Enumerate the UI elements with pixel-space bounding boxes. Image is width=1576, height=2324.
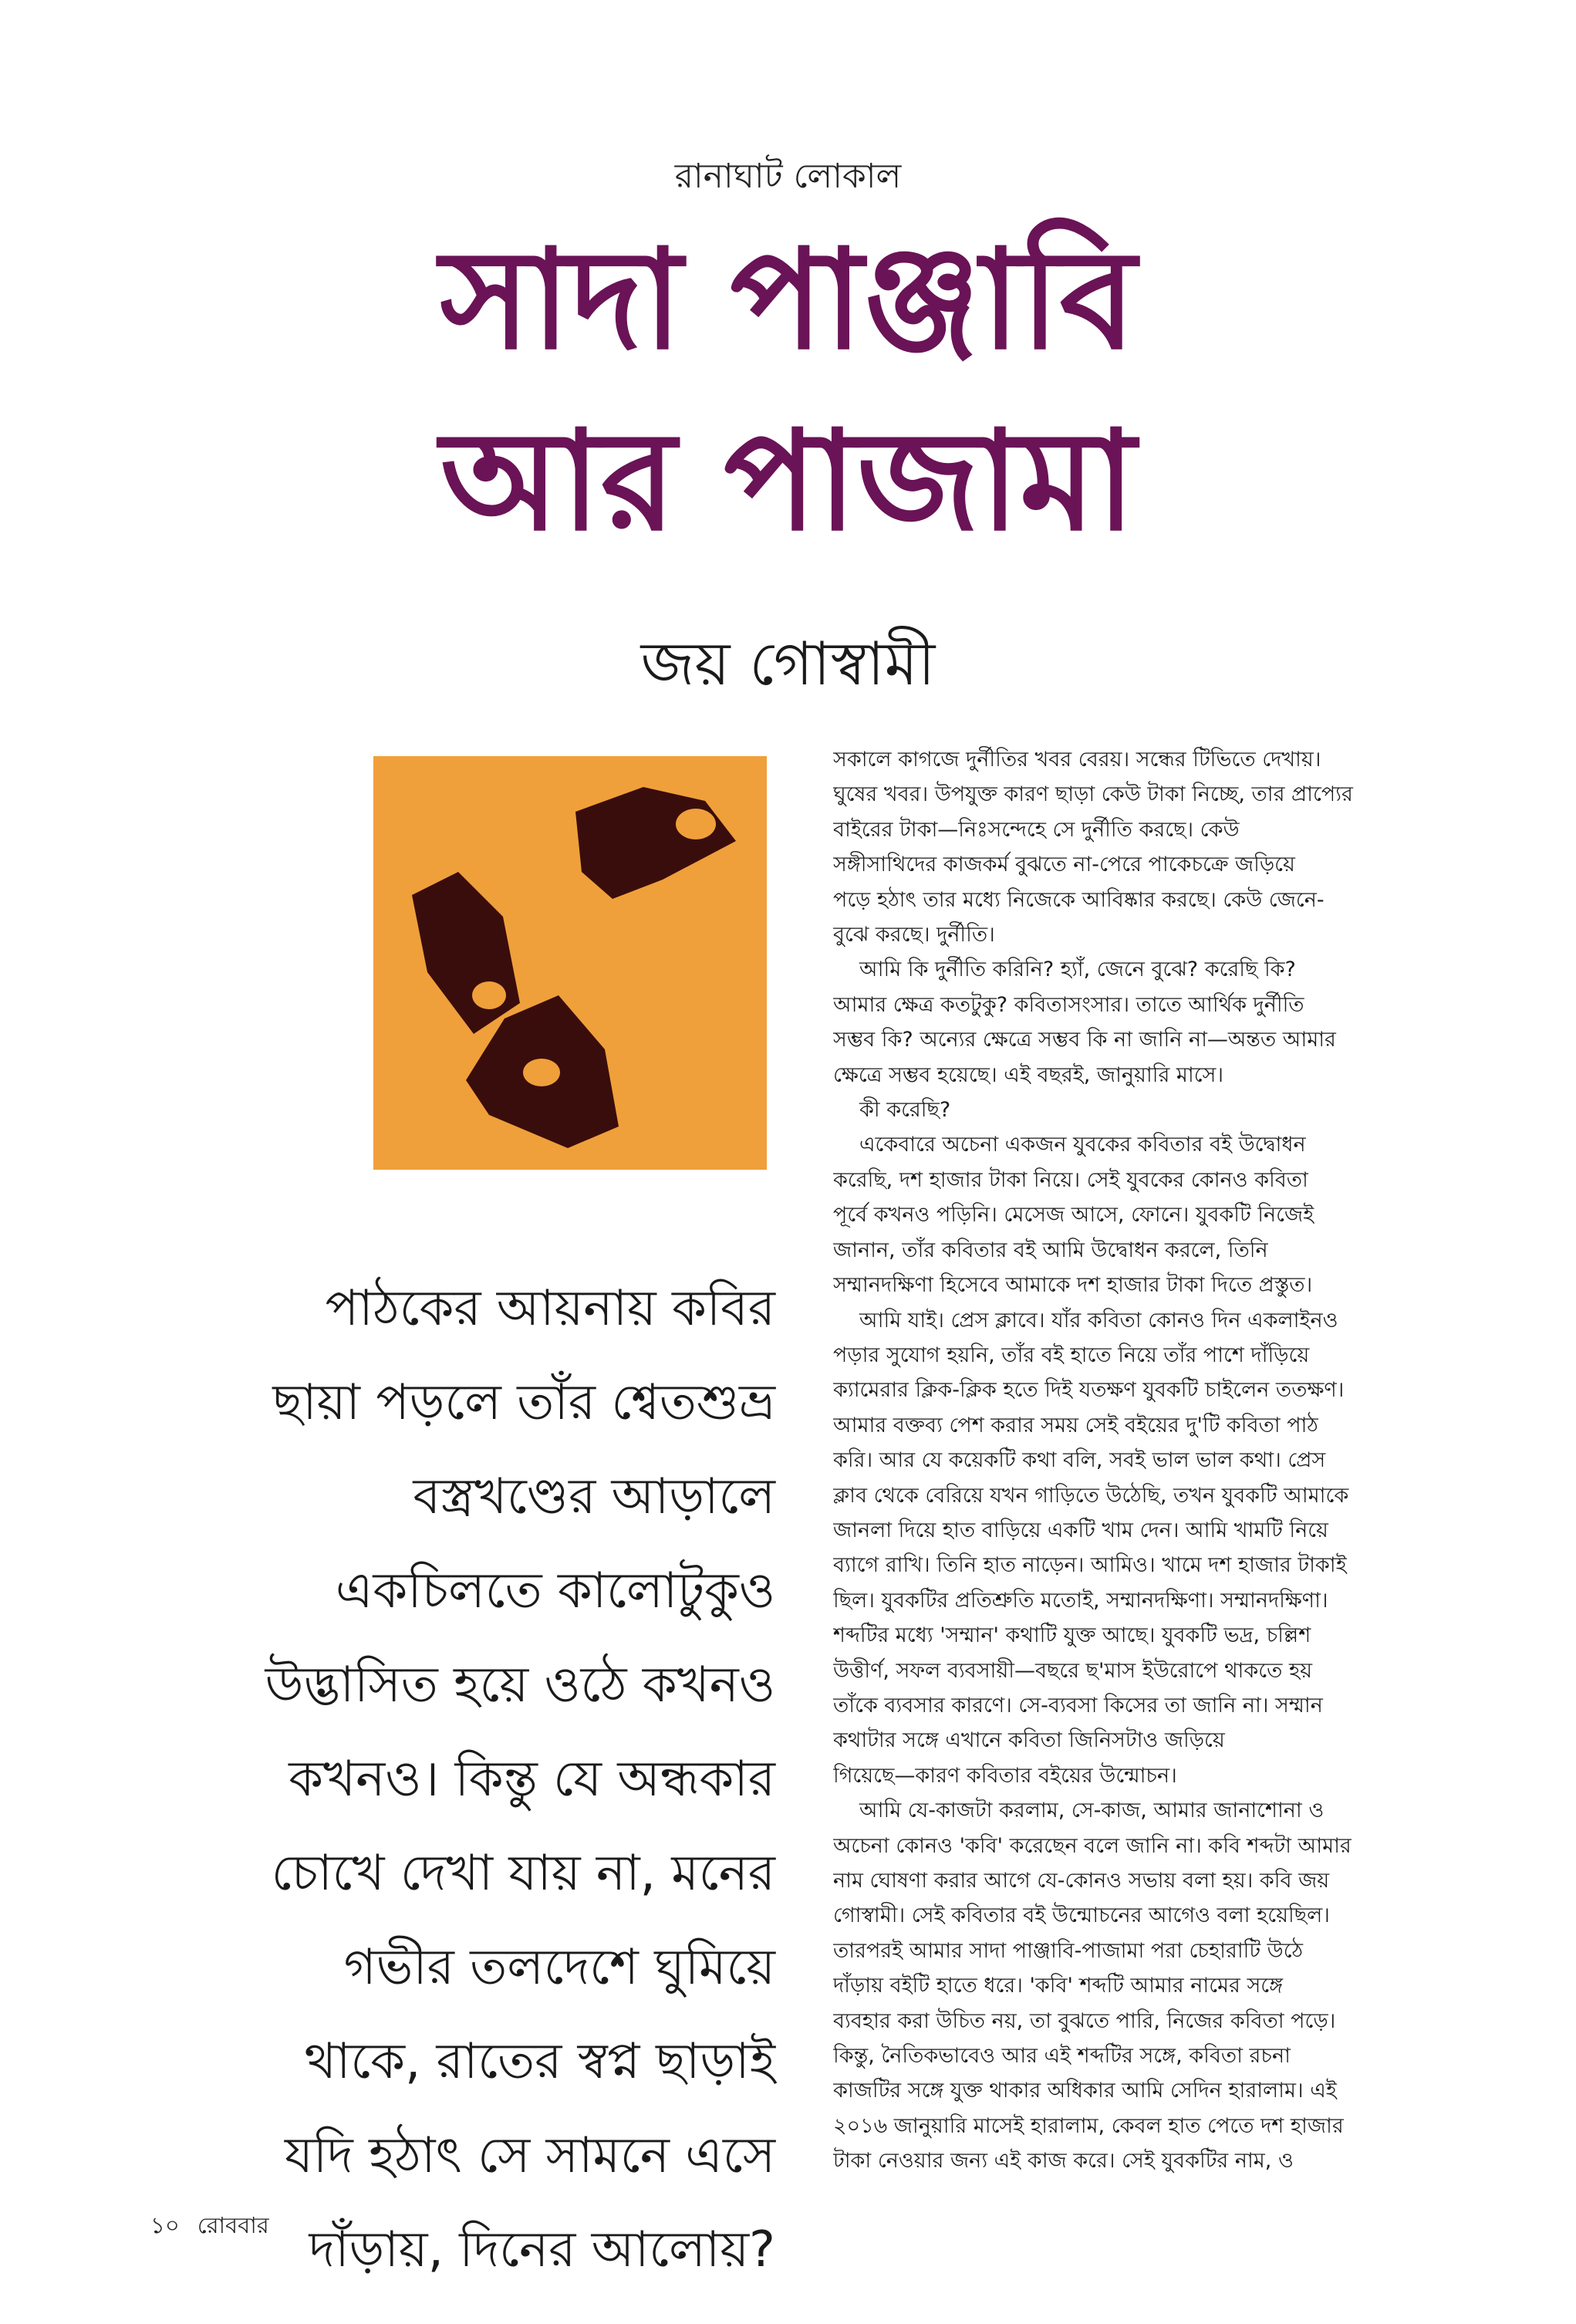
body-line: সকালে কাগজে দুর্নীতির খবর বেরয়। সন্ধের টিভিতে দেখায়। (833, 748, 1321, 772)
pull-quote-line: গভীর তলদেশে ঘুমিয়ে (343, 1939, 775, 1996)
body-line: ব্যবহার করা উচিত নয়, তা বুঝতে পারি, নিজের কবিতা পড়ে। (833, 2008, 1336, 2033)
body-line: ক্লাব থেকে বেরিয়ে যখন গাড়িতে উঠেছি, তখন যুবকটি আমাকে (833, 1483, 1349, 1508)
body-line: ক্ষেত্রে সম্ভব হয়েছে। এই বছরই, জানুয়ারি মাসে। (833, 1062, 1224, 1087)
pull-quote-line: যদি হঠাৎ সে সামনে এসে (285, 2127, 775, 2184)
article-title-line-2: আর পাজামা (440, 401, 1136, 561)
body-line: সম্ভব কি? অন্যের ক্ষেত্রে সম্ভব কি না জানি না—অন্তত আমার (833, 1028, 1336, 1052)
body-line: কাজটির সঙ্গে যুক্ত থাকার অধিকার আমি সেদিন হারালাম। এই (833, 2079, 1337, 2103)
body-line: টাকা নেওয়ার জন্য এই কাজ করে। সেই যুবকটির নাম, ও (833, 2149, 1294, 2174)
pull-quote-line: ছায়া পড়লে তাঁর শ্বেতশুভ্র (272, 1374, 775, 1431)
body-line: উত্তীর্ণ, সফল ব্যবসায়ী—বছরে ছ'মাস ইউরোপে থাকতে হয় (833, 1658, 1313, 1683)
body-line: কথাটার সঙ্গে এখানে কবিতা জিনিসটাও জড়িয়ে (833, 1728, 1225, 1753)
body-line: অচেনা কোনও 'কবি' করেছেন বলে জানি না। কবি শব্দটা আমার (833, 1833, 1352, 1858)
body-line: গোস্বামী। সেই কবিতার বই উন্মোচনের আগেও বলা হয়েছিল। (833, 1903, 1330, 1928)
body-line: শব্দটির মধ্যে 'সম্মান' কথাটি যুক্ত আছে। যুবকটি ভদ্র, চল্লিশ (833, 1623, 1311, 1648)
magazine-name: রোববার (197, 2212, 269, 2238)
body-line: কিন্তু, নৈতিকভাবেও আর এই শব্দটির সঙ্গে, কবিতা রচনা (833, 2044, 1291, 2069)
body-line: ঘুষের খবর। উপযুক্ত কারণ ছাড়া কেউ টাকা নিচ্ছে, তার প্রাপ্যের (833, 782, 1353, 807)
body-line: পড়ে হঠাৎ তার মধ্যে নিজেকে আবিষ্কার করছে। কেউ জেনে- (833, 887, 1325, 912)
body-line: একেবারে অচেনা একজন যুবকের কবিতার বই উদ্বোধন (859, 1133, 1306, 1157)
abstract-brown-shapes-icon (373, 756, 767, 1170)
body-line: নাম ঘোষণা করার আগে যে-কোনও সভায় বলা হয়। কবি জয় (833, 1869, 1330, 1893)
body-line: করি। আর যে কয়েকটি কথা বলি, সবই ভাল ভাল কথা। প্রেস (833, 1448, 1326, 1473)
article-title-line-1: সাদা পাঞ্জাবি (440, 220, 1136, 380)
body-line: তারপরই আমার সাদা পাঞ্জাবি-পাজামা পরা চেহারাটি উঠে (833, 1938, 1303, 1963)
body-line: আমার বক্তব্য পেশ করার সময় সেই বইয়ের দু'টি কবিতা পাঠ (833, 1413, 1318, 1437)
body-line: কী করেছি? (859, 1098, 951, 1123)
pull-quote (147, 1262, 775, 2297)
body-line: জানলা দিয়ে হাত বাড়িয়ে একটি খাম দেন। আমি খামটি নিয়ে (833, 1518, 1328, 1542)
article-body (833, 742, 1450, 2179)
pull-quote-line: চোখে দেখা যায় না, মনের (271, 1845, 775, 1902)
body-line: পড়ার সুযোগ হয়নি, তাঁর বই হাতে নিয়ে তাঁর পাশে দাঁড়িয়ে (833, 1343, 1310, 1367)
body-line: ক্যামেরার ক্লিক-ক্লিক হতে দিই যতক্ষণ যুবকটি চাইলেন ততক্ষণ। (833, 1378, 1345, 1403)
body-line: ছিল। যুবকটির প্রতিশ্রুতি মতোই, সম্মানদক্ষিণা। সম্মানদক্ষিণা। (833, 1588, 1328, 1613)
body-line: করেছি, দশ হাজার টাকা নিয়ে। সেই যুবকের কোনও কবিতা (833, 1167, 1308, 1192)
pull-quote-line: থাকে, রাতের স্বপ্ন ছাড়াই (304, 2033, 775, 2090)
body-line: আমি কি দুর্নীতি করিনি? হ্যাঁ, জেনে বুঝে? করেছি কি? (859, 958, 1296, 982)
body-line: আমার ক্ষেত্র কতটুকু? কবিতাসংসার। তাতে আর্থিক দুর্নীতি (833, 992, 1304, 1017)
body-line: সঙ্গীসাথিদের কাজকর্ম বুঝতে না-পেরে পাকেচক্রে জড়িয়ে (833, 853, 1295, 877)
body-line: ব্যাগে রাখি। তিনি হাত নাড়েন। আমিও। খামে দশ হাজার টাকাই (833, 1553, 1347, 1578)
body-line: আমি যাই। প্রেস ক্লাবে। যাঁর কবিতা কোনও দিন একলাইনও (859, 1308, 1338, 1333)
body-line: ২০১৬ জানুয়ারি মাসেই হারালাম, কেবল হাত পেতে দশ হাজার (833, 2113, 1344, 2138)
illustration (373, 756, 767, 1170)
body-line: সম্মানদক্ষিণা হিসেবে আমাকে দশ হাজার টাকা দিতে প্রস্তুত। (833, 1273, 1313, 1298)
body-line: তাঁকে ব্যবসার কারণে। সে-ব্যবসা কিসের তা জানি না। সম্মান (833, 1693, 1323, 1718)
body-line: দাঁড়ায় বইটি হাতে ধরে। 'কবি' শব্দটি আমার নামের সঙ্গে (833, 1974, 1284, 1998)
body-line: গিয়েছে—কারণ কবিতার বইয়ের উন্মোচন। (833, 1763, 1177, 1788)
author-byline: জয় গোস্বামী (640, 630, 936, 699)
section-label: রানাঘাট লোকাল (674, 157, 902, 196)
body-line: আমি যে-কাজটা করলাম, সে-কাজ, আমার জানাশোনা ও (859, 1799, 1325, 1823)
pull-quote-line: উদ্ভাসিত হয়ে ওঠে কখনও (265, 1657, 775, 1714)
pull-quote-line: দাঁড়ায়, দিনের আলোয়? (309, 2221, 775, 2278)
pull-quote-line: পাঠকের আয়নায় কবির (325, 1280, 775, 1337)
page-footer (150, 2208, 280, 2246)
body-line: বুঝে করছে। দুর্নীতি। (833, 923, 995, 948)
body-line: জানান, তাঁর কবিতার বই আমি উদ্বোধন করলে, তিনি (833, 1238, 1268, 1262)
body-line: বাইরের টাকা—নিঃসন্দেহে সে দুর্নীতি করছে। কেউ (833, 817, 1240, 842)
pull-quote-line: বস্ত্রখণ্ডের আড়ালে (413, 1468, 775, 1525)
page-number: ১০ (150, 2212, 180, 2238)
body-line: পূর্বে কখনও পড়িনি। মেসেজ আসে, ফোনে। যুবকটি নিজেই (833, 1203, 1314, 1228)
pull-quote-line: একচিলতে কালোটুকুও (335, 1562, 775, 1620)
pull-quote-line: কখনও। কিন্তু যে অন্ধকার (289, 1751, 775, 1808)
